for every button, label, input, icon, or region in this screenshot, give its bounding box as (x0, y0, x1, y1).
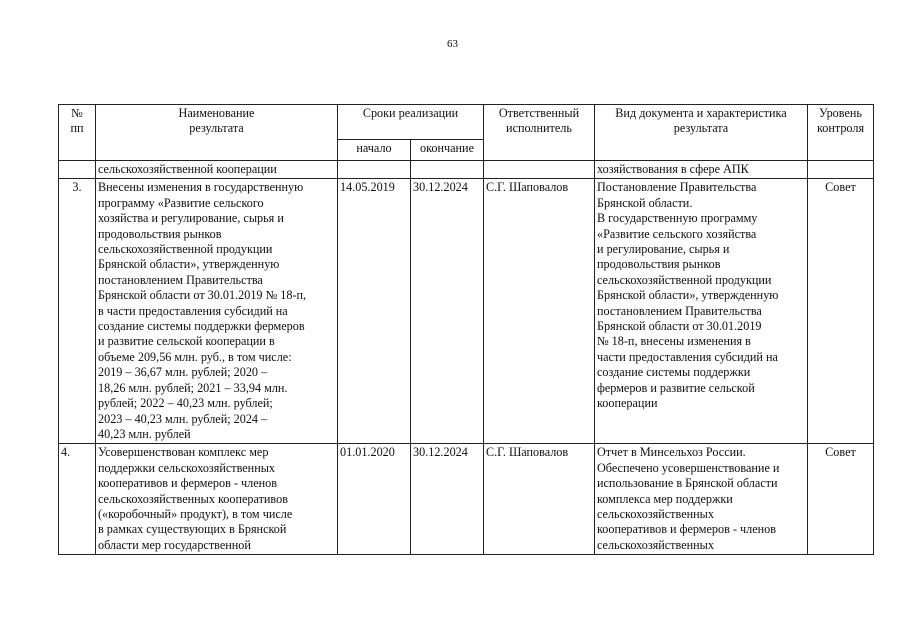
cell-end: 30.12.2024 (411, 444, 484, 555)
page-number: 63 (447, 38, 458, 50)
column-header-number: № пп (59, 105, 96, 161)
cell-control (808, 161, 874, 179)
cell-end: 30.12.2024 (411, 179, 484, 444)
cell-end (411, 161, 484, 179)
column-header-document: Вид документа и характеристика результата (595, 105, 808, 161)
cell-document: Постановление Правительства Брянской области. В государственную программу «Развитие сельского хозяйства и регулирование, сырья и продовольствия рынков сельскохозяйственной продукции Брянской области», утвержденную постановлением Правительства Брянской области от 30.01.2019 № 18-п, внесены изменения в части предоставления субсидий на создание системы поддержки фермеров и развитие сельской кооперации (595, 179, 808, 444)
cell-responsible (484, 161, 595, 179)
cell-start: 01.01.2020 (338, 444, 411, 555)
cell-document: Отчет в Минсельхоз России. Обеспечено усовершенствование и использование в Брянской области комплекса мер поддержки сельскохозяйственных кооперативов и фермеров - членов сельскохозяйственных (595, 444, 808, 555)
cell-number: 4. (59, 444, 96, 555)
table-row (59, 444, 874, 555)
cell-start: 14.05.2019 (338, 179, 411, 444)
header-row (59, 105, 874, 140)
column-header-responsible: Ответственный исполнитель (484, 105, 595, 161)
table-row-continuation (59, 161, 874, 179)
table-row (59, 179, 874, 444)
column-header-control: Уровень контроля (808, 105, 874, 161)
cell-result: Усовершенствован комплекс мер поддержки сельскохозяйственных кооперативов и фермеров - членов сельскохозяйственных кооперативов («коробочный» продукт), в том числе в рамках существующих в Брянской области мер государственной (96, 444, 338, 555)
cell-responsible: С.Г. Шаповалов (484, 179, 595, 444)
cell-number (59, 161, 96, 179)
column-header-dates: Сроки реализации (338, 105, 484, 140)
cell-result: Внесены изменения в государственную программу «Развитие сельского хозяйства и регулирование, сырья и продовольствия рынков сельскохозяйственной продукции Брянской области», утвержденную постановлением Правительства Брянской области от 30.01.2019 № 18-п, в части предоставления субсидий на создание системы поддержки фермеров и развитие сельской кооперации в объеме 209,56 млн. руб., в том числе: 2019 – 36,67 млн. рублей; 2020 – 18,26 млн. рублей; 2021 – 33,94 млн. рублей; 2022 – 40,23 млн. рублей; 2023 – 40,23 млн. рублей; 2024 – 40,23 млн. рублей (96, 179, 338, 444)
cell-document: хозяйствования в сфере АПК (595, 161, 808, 179)
column-header-start: начало (338, 140, 411, 161)
cell-control: Совет (808, 444, 874, 555)
column-header-result: Наименование результата (96, 105, 338, 161)
cell-number: 3. (59, 179, 96, 444)
cell-start (338, 161, 411, 179)
cell-responsible: С.Г. Шаповалов (484, 444, 595, 555)
cell-control: Совет (808, 179, 874, 444)
results-table (58, 104, 874, 555)
cell-result: сельскохозяйственной кооперации (96, 161, 338, 179)
column-header-end: окончание (411, 140, 484, 161)
